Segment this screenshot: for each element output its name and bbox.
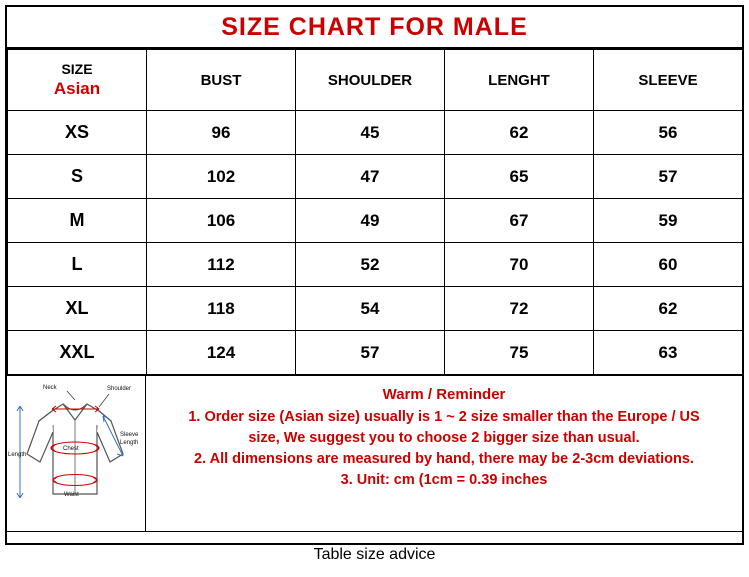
- cell-bust: 96: [147, 111, 296, 155]
- cell-lenght: 75: [445, 331, 594, 375]
- cell-shoulder: 45: [296, 111, 445, 155]
- diagram-label-sleeve-length-line1: Sleeve: [120, 432, 139, 438]
- diagram-label-sleeve-length-line2: Length: [120, 440, 139, 446]
- shirt-measurement-icon: [7, 376, 144, 530]
- cell-lenght: 72: [445, 287, 594, 331]
- reminder-line-4: 3. Unit: cm (1cm = 0.39 inches: [340, 472, 548, 489]
- cell-size: XXL: [8, 331, 147, 375]
- cell-bust: 124: [147, 331, 296, 375]
- cell-size: XL: [8, 287, 147, 331]
- header-size-label: SIZE: [61, 60, 93, 77]
- advice-bar: [7, 531, 742, 577]
- cell-sleeve: 63: [594, 331, 743, 375]
- cell-size: M: [8, 199, 147, 243]
- chart-frame: [5, 5, 744, 563]
- table-header-row: [8, 50, 743, 111]
- diagram-label-waist: Waist: [64, 492, 79, 498]
- cell-bust: 102: [147, 155, 296, 199]
- reminder-line-2: size, We suggest you to choose 2 bigger size than usual.: [248, 430, 640, 447]
- cell-shoulder: 52: [296, 243, 445, 287]
- measurement-diagram-cell: [7, 376, 146, 531]
- table-row: [8, 331, 743, 375]
- table-row: [8, 243, 743, 287]
- advice-text: Table size advice: [313, 545, 436, 563]
- cell-sleeve: 57: [594, 155, 743, 199]
- header-cell-lenght: LENGHT: [445, 50, 594, 111]
- header-cell-sleeve: SLEEVE: [594, 50, 743, 111]
- diagram-label-chest: Chest: [63, 446, 79, 452]
- cell-sleeve: 60: [594, 243, 743, 287]
- cell-sleeve: 62: [594, 287, 743, 331]
- table-row: [8, 199, 743, 243]
- cell-sleeve: 56: [594, 111, 743, 155]
- cell-lenght: 67: [445, 199, 594, 243]
- size-table: [7, 49, 743, 375]
- reminder-line-3: 2. All dimensions are measured by hand, there may be 2-3cm deviations.: [194, 451, 694, 468]
- cell-lenght: 62: [445, 111, 594, 155]
- diagram-label-length: Length: [8, 452, 27, 458]
- table-row: [8, 155, 743, 199]
- cell-size: XS: [8, 111, 147, 155]
- reminder-notes: [146, 376, 742, 531]
- cell-size: S: [8, 155, 147, 199]
- cell-bust: 118: [147, 287, 296, 331]
- cell-shoulder: 54: [296, 287, 445, 331]
- cell-sleeve: 59: [594, 199, 743, 243]
- reminder-heading: Warm / Reminder: [382, 386, 506, 403]
- header-cell-bust: BUST: [147, 50, 296, 111]
- cell-lenght: 70: [445, 243, 594, 287]
- table-row: [8, 111, 743, 155]
- cell-bust: 112: [147, 243, 296, 287]
- header-cell-shoulder: SHOULDER: [296, 50, 445, 111]
- table-row: [8, 287, 743, 331]
- cell-shoulder: 47: [296, 155, 445, 199]
- header-size-sub: Asian: [53, 79, 101, 99]
- cell-shoulder: 57: [296, 331, 445, 375]
- title-bar: [7, 7, 742, 49]
- bottom-area: [7, 375, 742, 531]
- diagram-label-shoulder: Shoulder: [107, 386, 132, 392]
- reminder-line-1: 1. Order size (Asian size) usually is 1 ~ 2 size smaller than the Europe / US: [188, 409, 700, 425]
- cell-lenght: 65: [445, 155, 594, 199]
- cell-bust: 106: [147, 199, 296, 243]
- page-title: SIZE CHART FOR MALE: [221, 12, 528, 41]
- cell-shoulder: 49: [296, 199, 445, 243]
- header-cell-size: [8, 50, 147, 111]
- diagram-label-neck: Neck: [43, 385, 57, 391]
- cell-size: L: [8, 243, 147, 287]
